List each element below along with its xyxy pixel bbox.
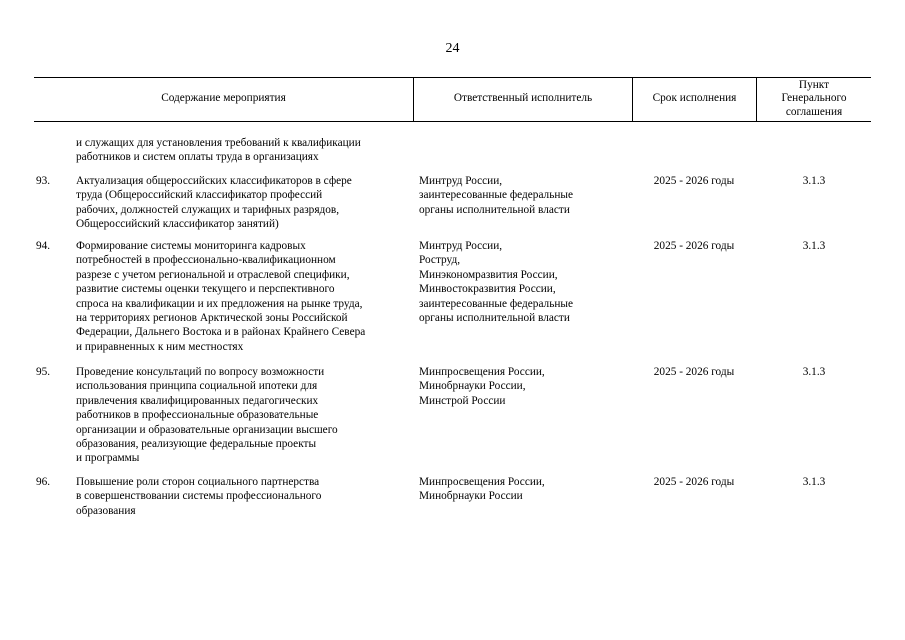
text-line: Формирование системы мониторинга кадровых	[76, 240, 306, 252]
row-deadline: 2025 - 2026 годы	[653, 476, 735, 488]
table-header-bottom-rule	[34, 121, 871, 122]
row-responsible	[419, 365, 629, 408]
row-responsible	[419, 174, 629, 217]
header-clause-line: Генерального	[781, 92, 847, 105]
text-line: и программы	[76, 452, 140, 465]
row-deadline: 2025 - 2026 годы	[653, 175, 735, 187]
text-line: Минэкономразвития России,	[419, 268, 558, 281]
text-line: образования, реализующие федеральные проекты	[76, 438, 317, 451]
text-line: развитие системы оценки текущего и перспективного	[76, 283, 335, 296]
row-clause: 3.1.3	[802, 476, 826, 488]
row-number: 93.	[36, 175, 51, 187]
text-line: рабочих, должностей служащих и тарифных разрядов,	[76, 203, 340, 216]
text-line: органы исполнительной власти	[419, 203, 570, 216]
text-line: заинтересованные федеральные	[419, 297, 573, 310]
row-task	[76, 174, 416, 232]
text-line: на территориях регионов Арктической зоны Российской	[76, 312, 348, 325]
text-line: Минтруд России,	[419, 175, 503, 187]
row-clause: 3.1.3	[802, 366, 826, 378]
text-line: Минпросвещения России,	[419, 366, 545, 378]
text-line: органы исполнительной власти	[419, 312, 570, 325]
row-clause: 3.1.3	[802, 175, 826, 187]
table-header-clause	[757, 77, 871, 121]
text-line: работников в профессиональные образовательные	[76, 409, 319, 422]
text-line: заинтересованные федеральные	[419, 189, 573, 202]
text-line: Общероссийский классификатор занятий)	[76, 218, 279, 231]
text-line: труда (Общероссийский классификатор профессий	[76, 189, 323, 202]
text-line: образования	[76, 504, 136, 517]
row-deadline: 2025 - 2026 годы	[653, 240, 735, 252]
row-task	[76, 475, 416, 518]
text-line: Минтруд России,	[419, 240, 503, 252]
text-line: Повышение роли сторон социального партнерства	[76, 476, 320, 488]
text-line: Федерации, Дальнего Востока и в районах Крайнего Севера	[76, 326, 366, 339]
header-clause-line: соглашения	[785, 105, 843, 118]
text-line: Проведение консультаций по вопросу возможности	[76, 366, 325, 378]
row-task	[76, 365, 416, 466]
text-line: разрезе с учетом региональной и отраслевой специфики,	[76, 268, 350, 281]
text-line: Роструд,	[419, 254, 461, 267]
page-number: 24	[445, 41, 460, 56]
text-line: в совершенствовании системы профессионального	[76, 490, 322, 503]
text-line: потребностей в профессионально-квалификационном	[76, 254, 336, 267]
text-line: Минстрой России	[419, 394, 506, 407]
text-line: спроса на квалификации и их предложения на рынке труда,	[76, 297, 363, 310]
row-responsible	[419, 475, 629, 504]
text-line: привлечения квалифицированных педагогических	[76, 394, 319, 407]
text-line: и приравненных к ним местностях	[76, 340, 244, 353]
text-line: использования принципа социальной ипотеки для	[76, 380, 318, 393]
text-line: организации и образовательные организации высшего	[76, 423, 338, 436]
row-number: 95.	[36, 366, 51, 378]
table-header-task: Содержание мероприятия	[161, 92, 286, 105]
continuation-text	[76, 136, 416, 165]
text-line: Минобрнауки России	[419, 490, 523, 503]
header-clause-line: Пункт	[798, 78, 830, 91]
table-header-responsible: Ответственный исполнитель	[453, 92, 593, 105]
row-clause: 3.1.3	[802, 240, 826, 252]
row-number: 94.	[36, 240, 51, 252]
text-line: Минобрнауки России,	[419, 380, 526, 393]
row-deadline: 2025 - 2026 годы	[653, 366, 735, 378]
row-number: 96.	[36, 476, 51, 488]
text-line: и служащих для установления требований к квалификации	[76, 137, 361, 149]
text-line: Минвостокразвития России,	[419, 283, 556, 296]
row-responsible	[419, 239, 629, 325]
row-task	[76, 239, 416, 354]
text-line: Актуализация общероссийских классификаторов в сфере	[76, 175, 352, 187]
text-line: Минпросвещения России,	[419, 476, 545, 488]
text-line: работников и систем оплаты труда в организациях	[76, 151, 319, 164]
table-header-deadline: Срок исполнения	[652, 92, 737, 105]
